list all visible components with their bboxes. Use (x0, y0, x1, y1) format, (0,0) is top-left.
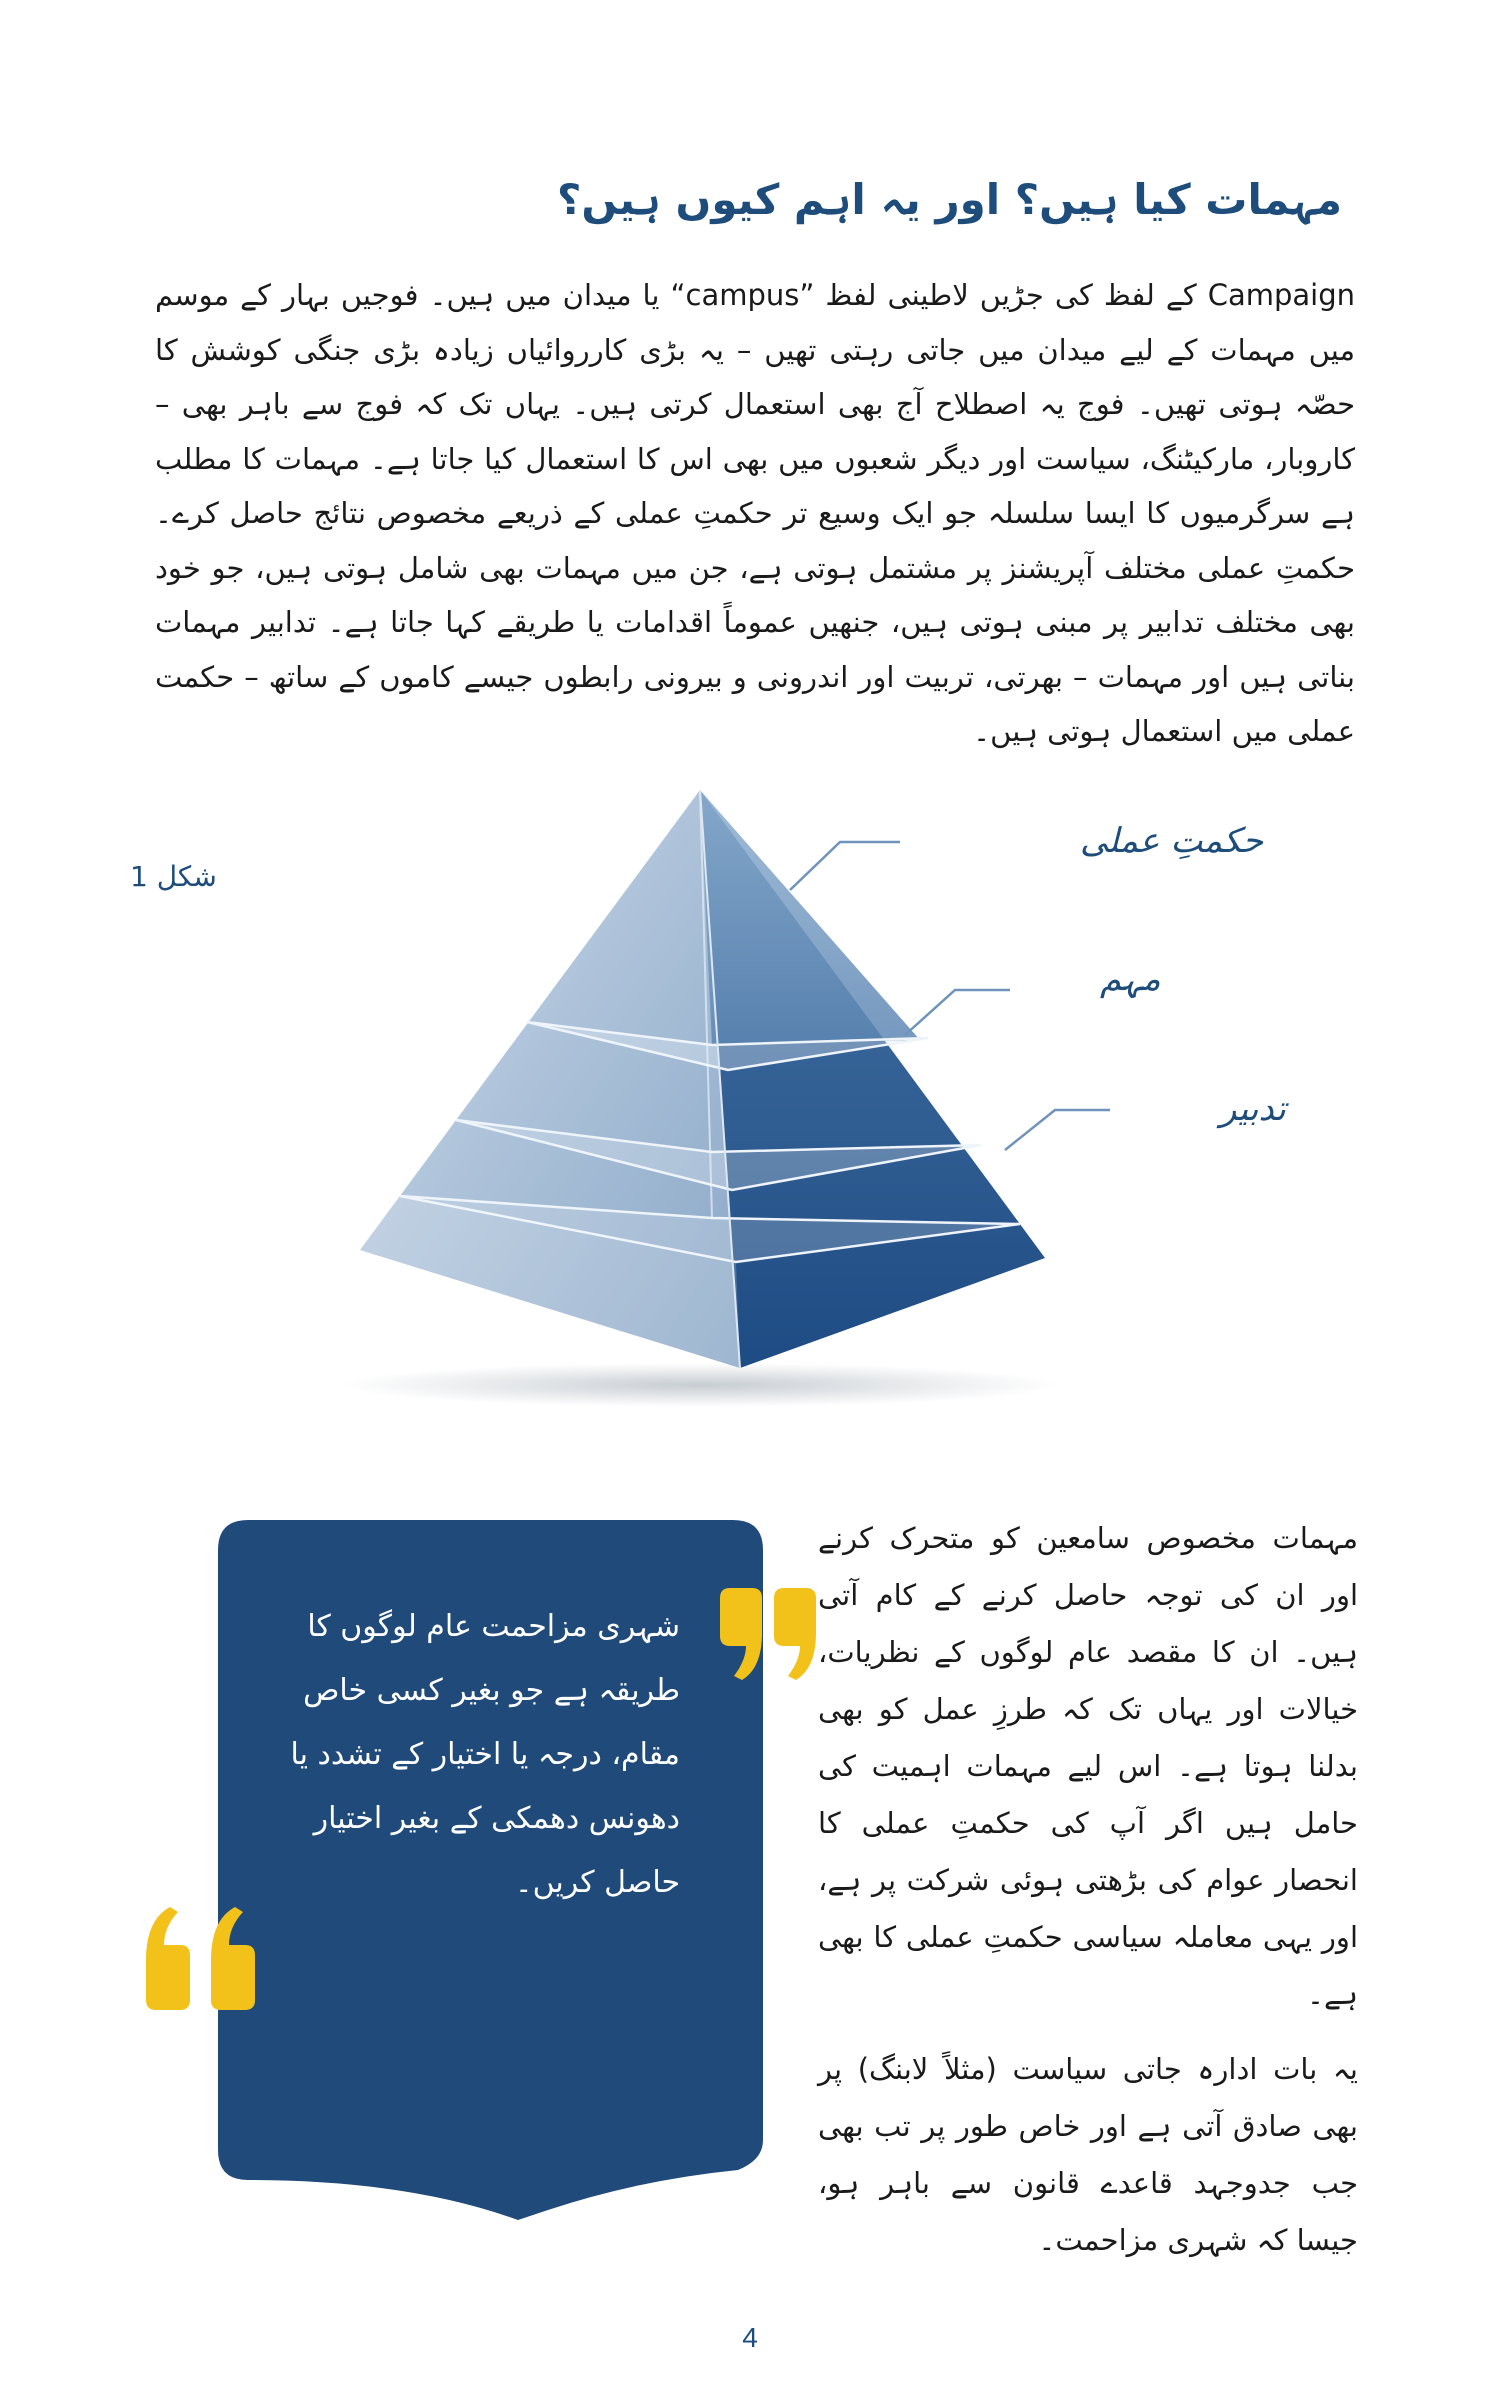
body-paragraph-2: یہ بات ادارہ جاتی سیاست (مثلاً لابنگ) پر بھی صادق آتی ہے اور خاص طور پر تب بھی جب جدوجہد قاعدے قانون سے باہر ہو، جیسا کہ شہری مزاحمت۔ (818, 2052, 1358, 2257)
pyramid-figure (0, 760, 1500, 1410)
pyramid-right-face-top (700, 790, 920, 1045)
body-column (818, 1510, 1358, 2287)
page-heading: مہمات کیا ہیں؟ اور یہ اہم کیوں ہیں؟ (556, 175, 1342, 224)
quote-mark-open-icon (712, 1588, 822, 1683)
page-number: 4 (742, 2322, 758, 2353)
layer-label-tactic: تدبیر (1220, 1089, 1286, 1129)
leader-tactic (1005, 1110, 1110, 1150)
leader-strategy (790, 842, 900, 890)
pyramid-shadow (340, 1363, 1060, 1407)
quote-text: شہری مزاحمت عام لوگوں کا طریقہ ہے جو بغیر کسی خاص مقام، درجہ یا اختیار کے تشدد یا دھونس دھمکی کے بغیر اختیار حاصل کریں۔ (290, 1609, 680, 1900)
layer-label-strategy: حکمتِ عملی (1080, 821, 1264, 861)
leader-campaign (905, 990, 1010, 1035)
intro-paragraph: Campaign کے لفظ کی جڑیں لاطینی لفظ ”campus“ یا میدان میں ہیں۔ فوجیں بہار کے موسم میں مہمات کے لیے میدان میں جاتی رہتی تھیں – یہ بڑی کارروائیاں زیادہ بڑی جنگی کوشش کا حصّہ ہوتی تھیں۔ فوج یہ اصطلاح آج بھی استعمال کرتی ہیں۔ یہاں تک کہ فوج سے باہر بھی – کاروبار، مارکیٹنگ، سیاست اور دیگر شعبوں میں بھی اس کا استعمال کیا جاتا ہے۔ مہمات کا مطلب ہے سرگرمیوں کا ایسا سلسلہ جو ایک وسیع تر حکمتِ عملی کے ذریعے مخصوص نتائج حاصل کرے۔ حکمتِ عملی مختلف آپریشنز پر مشتمل ہوتی ہے، جن میں مہمات بھی شامل ہوتی ہیں، جو خود بھی مختلف تدابیر پر مبنی ہوتی ہیں، جنھیں عموماً اقدامات یا طریقے کہا جاتا ہے۔ تدابیر مہمات بناتی ہیں اور مہمات – بھرتی، تربیت اور اندرونی و بیرونی رابطوں جیسے کاموں کے ساتھ – حکمت عملی میں استعمال ہوتی ہیں۔ (155, 278, 1356, 748)
layer-label-campaign: مہم (1100, 959, 1161, 999)
body-paragraph-1: مہمات مخصوص سامعین کو متحرک کرنے اور ان کی توجہ حاصل کرنے کے کام آتی ہیں۔ ان کا مقصد عام لوگوں کے نظریات، خیالات اور یہاں تک کہ طرزِ عمل کو بھی بدلنا ہوتا ہے۔ اس لیے مہمات اہمیت کی حامل ہیں اگر آپ کی حکمتِ عملی کا انحصار عوام کی بڑھتی ہوئی شرکت پر ہے، اور یہی معاملہ سیاسی حکمتِ عملی کا بھی ہے۔ (818, 1521, 1358, 2011)
quote-mark-close-icon (140, 1905, 265, 2010)
figure-label: شکل 1 (130, 860, 217, 893)
